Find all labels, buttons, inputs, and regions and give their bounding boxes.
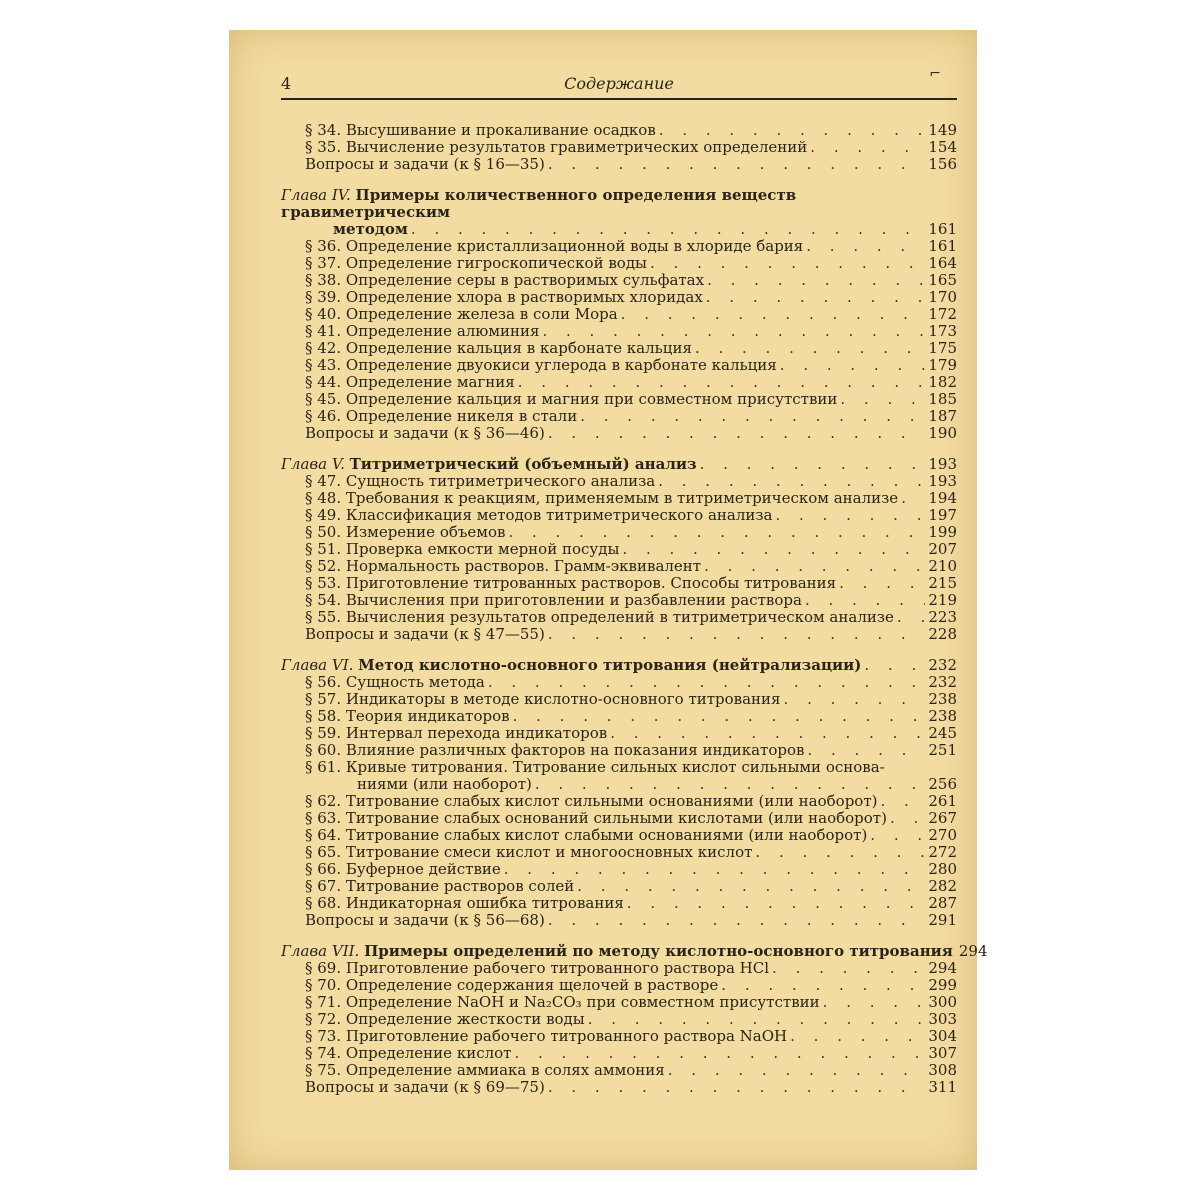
entry-page: 179 — [928, 356, 957, 374]
entry-text: § 72. Определение жесткости воды — [305, 1011, 585, 1028]
toc-entry — [281, 861, 957, 878]
entry-text: § 68. Индикаторная ошибка титрования — [305, 895, 624, 912]
dot-leader — [864, 657, 925, 674]
toc-entry — [281, 1062, 957, 1079]
entry-text: § 34. Высушивание и прокаливание осадков — [305, 122, 656, 139]
chapter-page: 232 — [928, 656, 957, 674]
dot-leader — [840, 391, 925, 408]
entry-page: 193 — [928, 472, 957, 490]
toc-entry — [281, 691, 957, 708]
entry-page: 199 — [928, 523, 957, 541]
dot-leader — [508, 524, 925, 541]
dot-leader — [622, 541, 925, 558]
toc-entry — [281, 122, 957, 139]
toc-entry — [281, 1028, 957, 1045]
entry-text: § 74. Определение кислот — [305, 1045, 512, 1062]
entry-page: 190 — [928, 424, 957, 442]
entry-text: § 69. Приготовление рабочего титрованного раствора HCl — [305, 960, 770, 977]
entry-text: § 65. Титрование смеси кислот и многоосновных кислот — [305, 844, 753, 861]
entry-text: § 71. Определение NaOH и Na₂CO₃ при совместном присутствии — [305, 994, 820, 1011]
section-gap — [281, 643, 957, 657]
dot-leader — [823, 994, 926, 1011]
chapter-label: Глава V. — [281, 456, 350, 473]
dot-leader — [780, 357, 926, 374]
chapter-label: Глава IV. — [281, 186, 356, 204]
entry-page: 149 — [928, 121, 957, 139]
entry-page: 228 — [928, 625, 957, 643]
questions-entry — [281, 156, 957, 173]
dot-leader — [721, 977, 925, 994]
dot-leader — [706, 289, 926, 306]
dot-leader — [807, 742, 925, 759]
entry-page: 294 — [928, 959, 957, 977]
dot-leader — [755, 844, 925, 861]
entry-text: § 36. Определение кристаллизационной воды в хлориде бария — [305, 238, 804, 255]
entry-page: 280 — [928, 860, 957, 878]
toc-entry — [281, 895, 957, 912]
dot-leader — [806, 238, 925, 255]
page-header — [281, 74, 957, 100]
entry-page: 194 — [928, 489, 957, 507]
dot-leader — [542, 323, 925, 340]
toc-entry — [281, 541, 957, 558]
entry-page: 238 — [928, 690, 957, 708]
chapter-title: Титриметрический (объемный) анализ — [349, 456, 697, 473]
entry-text: § 52. Нормальность растворов. Грамм-эквивалент — [305, 558, 702, 575]
dot-leader — [518, 374, 926, 391]
toc-entry — [281, 238, 957, 255]
entry-text: § 42. Определение кальция в карбонате кальция — [305, 340, 692, 357]
dot-leader — [577, 878, 925, 895]
toc-entry — [281, 674, 957, 691]
entry-text: § 75. Определение аммиака в солях аммония — [305, 1062, 665, 1079]
dot-leader — [805, 592, 925, 609]
entry-page: 232 — [928, 673, 957, 691]
entry-page: 210 — [928, 557, 957, 575]
questions-entry — [281, 626, 957, 643]
dot-leader — [700, 456, 926, 473]
toc-entry — [281, 558, 957, 575]
entry-page: 308 — [928, 1061, 957, 1079]
dot-leader — [588, 1011, 926, 1028]
toc-entry — [281, 742, 957, 759]
dot-leader — [659, 122, 926, 139]
toc-entry — [281, 844, 957, 861]
entry-text: Вопросы и задачи (к § 69—75) — [305, 1079, 545, 1096]
entry-page: 182 — [928, 373, 957, 391]
entry-page: 261 — [928, 792, 957, 810]
dot-leader — [580, 408, 925, 425]
entry-page: 245 — [928, 724, 957, 742]
entry-text: § 39. Определение хлора в растворимых хлоридах — [305, 289, 703, 306]
entry-page: 185 — [928, 390, 957, 408]
entry-text: § 73. Приготовление рабочего титрованного раствора NaOH — [305, 1028, 788, 1045]
entry-page: 303 — [928, 1010, 957, 1028]
toc-entry — [281, 1011, 957, 1028]
toc-entry — [281, 524, 957, 541]
dot-leader — [870, 827, 925, 844]
dot-leader — [704, 558, 925, 575]
section-gap — [281, 173, 957, 187]
dot-leader — [548, 425, 926, 442]
entry-text: § 67. Титрование растворов солей — [305, 878, 575, 895]
entry-text: § 48. Требования к реакциям, применяемым в титриметрическом анализе — [305, 490, 899, 507]
chapter-page: 294 — [958, 942, 988, 960]
dot-leader — [890, 810, 925, 827]
toc-entry — [281, 994, 957, 1011]
toc-entry — [281, 490, 957, 507]
dot-leader — [775, 507, 925, 524]
table-of-contents — [281, 121, 988, 1096]
dot-leader — [839, 575, 925, 592]
entry-page: 270 — [928, 826, 957, 844]
chapter-heading — [281, 942, 988, 960]
dot-leader — [621, 306, 926, 323]
questions-entry — [281, 912, 957, 929]
page-number: 4 — [281, 74, 292, 93]
dot-leader — [790, 1028, 925, 1045]
toc-entry — [281, 323, 957, 340]
entry-text: Вопросы и задачи (к § 47—55) — [305, 626, 545, 643]
dot-leader — [535, 776, 926, 793]
entry-text: § 49. Классификация методов титриметрического анализа — [305, 507, 773, 524]
entry-page: 165 — [928, 271, 957, 289]
toc-entry — [281, 977, 957, 994]
entry-text: § 38. Определение серы в растворимых сульфатах — [305, 272, 705, 289]
page-title: Содержание — [564, 74, 674, 93]
toc-entry — [281, 391, 957, 408]
entry-page: 197 — [928, 506, 957, 524]
toc-entry — [281, 272, 957, 289]
toc-entry — [281, 960, 957, 977]
entry-text: § 54. Вычисления при приготовлении и разбавлении раствора — [305, 592, 802, 609]
entry-text: Вопросы и задачи (к § 56—68) — [305, 912, 545, 929]
entry-page: 282 — [928, 877, 957, 895]
entry-text: § 44. Определение магния — [305, 374, 515, 391]
entry-text: § 47. Сущность титриметрического анализа — [305, 473, 656, 490]
entry-page: 267 — [928, 809, 957, 827]
entry-page: 238 — [928, 707, 957, 725]
toc-entry — [281, 473, 957, 490]
chapter-heading — [281, 657, 957, 674]
toc-entry — [281, 810, 957, 827]
entry-page: 173 — [928, 322, 957, 340]
toc-entry — [281, 1045, 957, 1062]
chapter-heading-text — [281, 456, 697, 473]
chapter-heading — [281, 187, 957, 221]
dot-leader — [548, 626, 926, 643]
dot-leader — [668, 1062, 926, 1079]
entry-text: § 61. Кривые титрования. Титрование сильных кислот сильными основа- — [305, 759, 885, 776]
dot-leader — [548, 912, 926, 929]
entry-text: § 55. Вычисления результатов определений в титриметрическом анализе — [305, 609, 894, 626]
entry-page: 187 — [928, 407, 957, 425]
entry-text: § 70. Определение содержания щелочей в растворе — [305, 977, 719, 994]
entry-page: 272 — [928, 843, 957, 861]
chapter-label: Глава VI. — [281, 657, 359, 674]
dot-leader — [707, 272, 925, 289]
dot-leader — [810, 139, 925, 156]
section-gap — [281, 442, 957, 456]
toc-entry — [281, 340, 957, 357]
dot-leader — [513, 708, 926, 725]
chapter-heading-text — [281, 657, 861, 674]
chapter-title: Примеры количественного определения веществ гравиметрическим — [281, 186, 797, 221]
entry-page: 304 — [928, 1027, 957, 1045]
entry-page: 307 — [928, 1044, 957, 1062]
dot-leader — [504, 861, 926, 878]
dot-leader — [548, 156, 926, 173]
toc-entry — [281, 759, 957, 776]
toc-entry — [281, 793, 957, 810]
entry-text: § 56. Сущность метода — [305, 674, 485, 691]
entry-text: § 50. Измерение объемов — [305, 524, 506, 541]
entry-text: методом — [333, 221, 408, 238]
dot-leader — [488, 674, 926, 691]
toc-entry — [281, 878, 957, 895]
dot-leader — [897, 609, 925, 626]
entry-page: 161 — [928, 237, 957, 255]
entry-text: § 51. Проверка емкости мерной посуды — [305, 541, 620, 558]
toc-entry — [281, 357, 957, 374]
chapter-heading-cont — [281, 221, 957, 238]
entry-text: § 57. Индикаторы в методе кислотно-основного титрования — [305, 691, 781, 708]
entry-text: § 45. Определение кальция и магния при совместном присутствии — [305, 391, 838, 408]
dot-leader — [650, 255, 925, 272]
entry-text: § 60. Влияние различных факторов на показания индикаторов — [305, 742, 805, 759]
book-page — [229, 30, 988, 1170]
dot-leader — [880, 793, 925, 810]
questions-entry — [281, 1079, 957, 1096]
toc-entry — [281, 408, 957, 425]
toc-entry — [281, 575, 957, 592]
chapter-title: Примеры определений по методу кислотно-основного титрования — [364, 943, 953, 960]
toc-entry — [281, 592, 957, 609]
dot-leader — [901, 490, 925, 507]
toc-entry — [281, 374, 957, 391]
dot-leader — [627, 895, 926, 912]
entry-text: § 41. Определение алюминия — [305, 323, 540, 340]
entry-text: § 46. Определение никеля в стали — [305, 408, 578, 425]
dot-leader — [784, 691, 926, 708]
dot-leader — [411, 221, 925, 238]
entry-text: § 35. Вычисление результатов гравиметрических определений — [305, 139, 808, 156]
entry-text: § 63. Титрование слабых оснований сильными кислотами (или наоборот) — [305, 810, 887, 827]
entry-page: 164 — [928, 254, 957, 272]
toc-entry — [281, 609, 957, 626]
toc-entry — [281, 708, 957, 725]
entry-text: § 66. Буферное действие — [305, 861, 501, 878]
toc-entry — [281, 306, 957, 323]
dot-leader — [658, 473, 925, 490]
entry-page: 291 — [928, 911, 957, 929]
entry-page: 175 — [928, 339, 957, 357]
entry-page: 219 — [928, 591, 957, 609]
entry-text: Вопросы и задачи (к § 36—46) — [305, 425, 545, 442]
chapter-title: Метод кислотно-основного титрования (нейтрализации) — [358, 657, 862, 674]
dot-leader — [695, 340, 925, 357]
entry-text: § 58. Теория индикаторов — [305, 708, 510, 725]
entry-page: 172 — [928, 305, 957, 323]
entry-page: 161 — [928, 220, 957, 238]
dot-leader — [772, 960, 925, 977]
entry-text: Вопросы и задачи (к § 16—35) — [305, 156, 545, 173]
toc-entry — [281, 255, 957, 272]
entry-page: 223 — [928, 608, 957, 626]
toc-entry — [281, 507, 957, 524]
entry-text: § 43. Определение двуокиси углерода в карбонате кальция — [305, 357, 777, 374]
entry-text: § 40. Определение железа в соли Мора — [305, 306, 618, 323]
entry-text: § 53. Приготовление титрованных растворов. Способы титрования — [305, 575, 837, 592]
toc-entry — [281, 139, 957, 156]
entry-text: § 62. Титрование слабых кислот сильными основаниями (или наоборот) — [305, 793, 878, 810]
toc-entry — [281, 827, 957, 844]
entry-page: 215 — [928, 574, 957, 592]
entry-page: 256 — [928, 775, 957, 793]
entry-page: 287 — [928, 894, 957, 912]
chapter-label: Глава VII. — [281, 943, 365, 960]
header-rule — [281, 98, 957, 100]
dot-leader — [610, 725, 925, 742]
toc-entry — [281, 725, 957, 742]
entry-text: § 37. Определение гигроскопической воды — [305, 255, 647, 272]
entry-page: 311 — [928, 1078, 957, 1096]
entry-page: 299 — [928, 976, 957, 994]
entry-page: 154 — [928, 138, 957, 156]
entry-page: 251 — [928, 741, 957, 759]
questions-entry — [281, 425, 957, 442]
dot-leader — [548, 1079, 926, 1096]
entry-text: § 64. Титрование слабых кислот слабыми основаниями (или наоборот) — [305, 827, 868, 844]
chapter-heading-text — [281, 943, 953, 960]
chapter-page: 193 — [928, 455, 957, 473]
entry-text: § 59. Интервал перехода индикаторов — [305, 725, 608, 742]
section-gap — [281, 929, 957, 943]
entry-page: 170 — [928, 288, 957, 306]
toc-entry — [281, 289, 957, 306]
dot-leader — [514, 1045, 925, 1062]
chapter-heading — [281, 456, 957, 473]
entry-text: ниями (или наоборот) — [357, 776, 532, 793]
entry-page: 156 — [928, 155, 957, 173]
pencil-mark-icon: ⌐ — [929, 66, 941, 82]
toc-entry — [281, 776, 957, 793]
entry-page: 207 — [928, 540, 957, 558]
entry-page: 300 — [928, 993, 957, 1011]
